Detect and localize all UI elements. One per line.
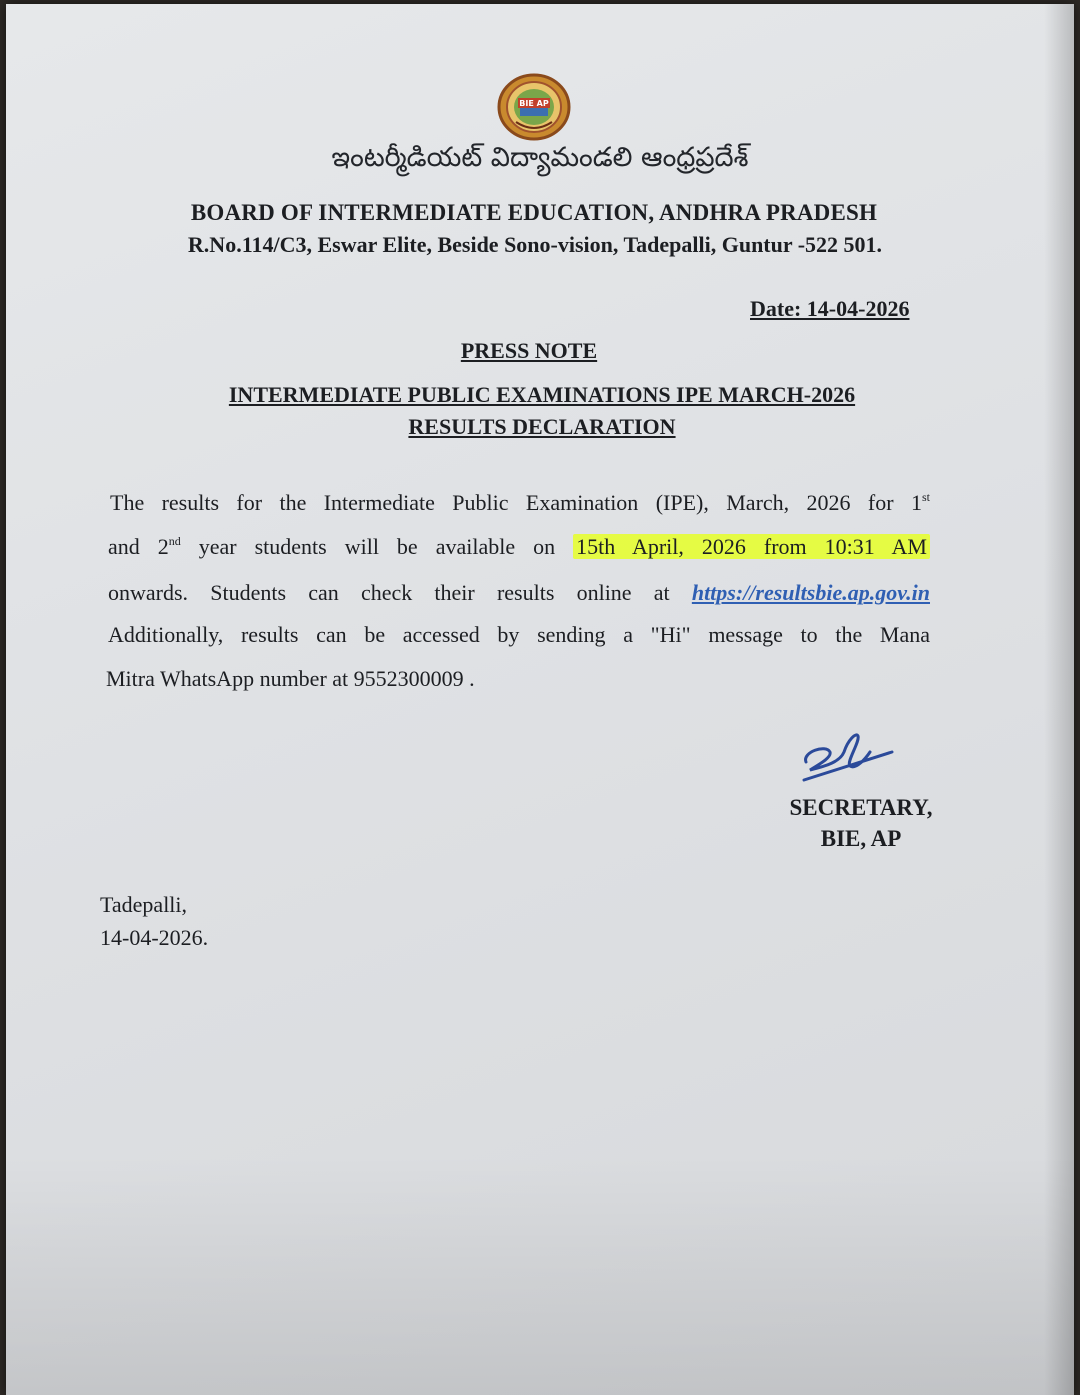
body-text: year students will be available on	[180, 534, 574, 559]
body-text: Additionally, results can be accessed by sending a "Hi" message to the Mana	[108, 622, 930, 647]
seal-text: BIE AP	[519, 99, 549, 108]
highlighted-result-datetime: 15th April, 2026 from 10:31 AM	[573, 534, 930, 559]
results-website-link[interactable]: https://resultsbie.ap.gov.in	[691, 580, 930, 605]
body-text: The results for the Intermediate Public Examination (IPE), March, 2026 for 1	[110, 490, 922, 515]
place-name: Tadepalli,	[100, 892, 188, 917]
body-line-2	[108, 534, 930, 560]
ordinal-suffix: st	[921, 490, 930, 504]
ordinal-suffix: nd	[168, 534, 181, 548]
body-text: Mitra WhatsApp number at 9552300009 .	[106, 666, 475, 691]
body-text: and 2	[108, 534, 169, 559]
subject-title-line1: INTERMEDIATE PUBLIC EXAMINATIONS IPE MARCH-2026	[228, 382, 856, 407]
paper-sheet	[6, 4, 1074, 1395]
press-note-heading: PRESS NOTE	[460, 338, 598, 363]
board-name: BOARD OF INTERMEDIATE EDUCATION, ANDHRA PRADESH	[190, 200, 878, 225]
body-text: onwards. Students can check their results online at	[108, 580, 692, 605]
subject-title-line2: RESULTS DECLARATION	[408, 414, 676, 439]
handwritten-signature	[796, 722, 906, 794]
body-line-5	[106, 666, 475, 692]
signatory-title	[776, 792, 946, 854]
signatory-line2: BIE, AP	[820, 826, 902, 851]
body-line-4	[108, 622, 930, 648]
board-seal-icon	[496, 72, 572, 142]
board-name-telugu: ఇంటర్మీడియట్ విద్యామండలి ఆంధ్రప్రదేశ్	[331, 142, 749, 173]
paper-shadow-bottom	[6, 1155, 1074, 1395]
footer-date: 14-04-2026.	[100, 925, 209, 950]
signatory-line1: SECRETARY,	[789, 795, 933, 820]
body-line-3	[108, 580, 930, 606]
place-and-date	[100, 888, 208, 954]
board-address: R.No.114/C3, Eswar Elite, Beside Sono-vision, Tadepalli, Guntur -522 501.	[187, 232, 883, 257]
body-line-1	[110, 490, 930, 516]
document-date: Date: 14-04-2026	[750, 296, 910, 321]
